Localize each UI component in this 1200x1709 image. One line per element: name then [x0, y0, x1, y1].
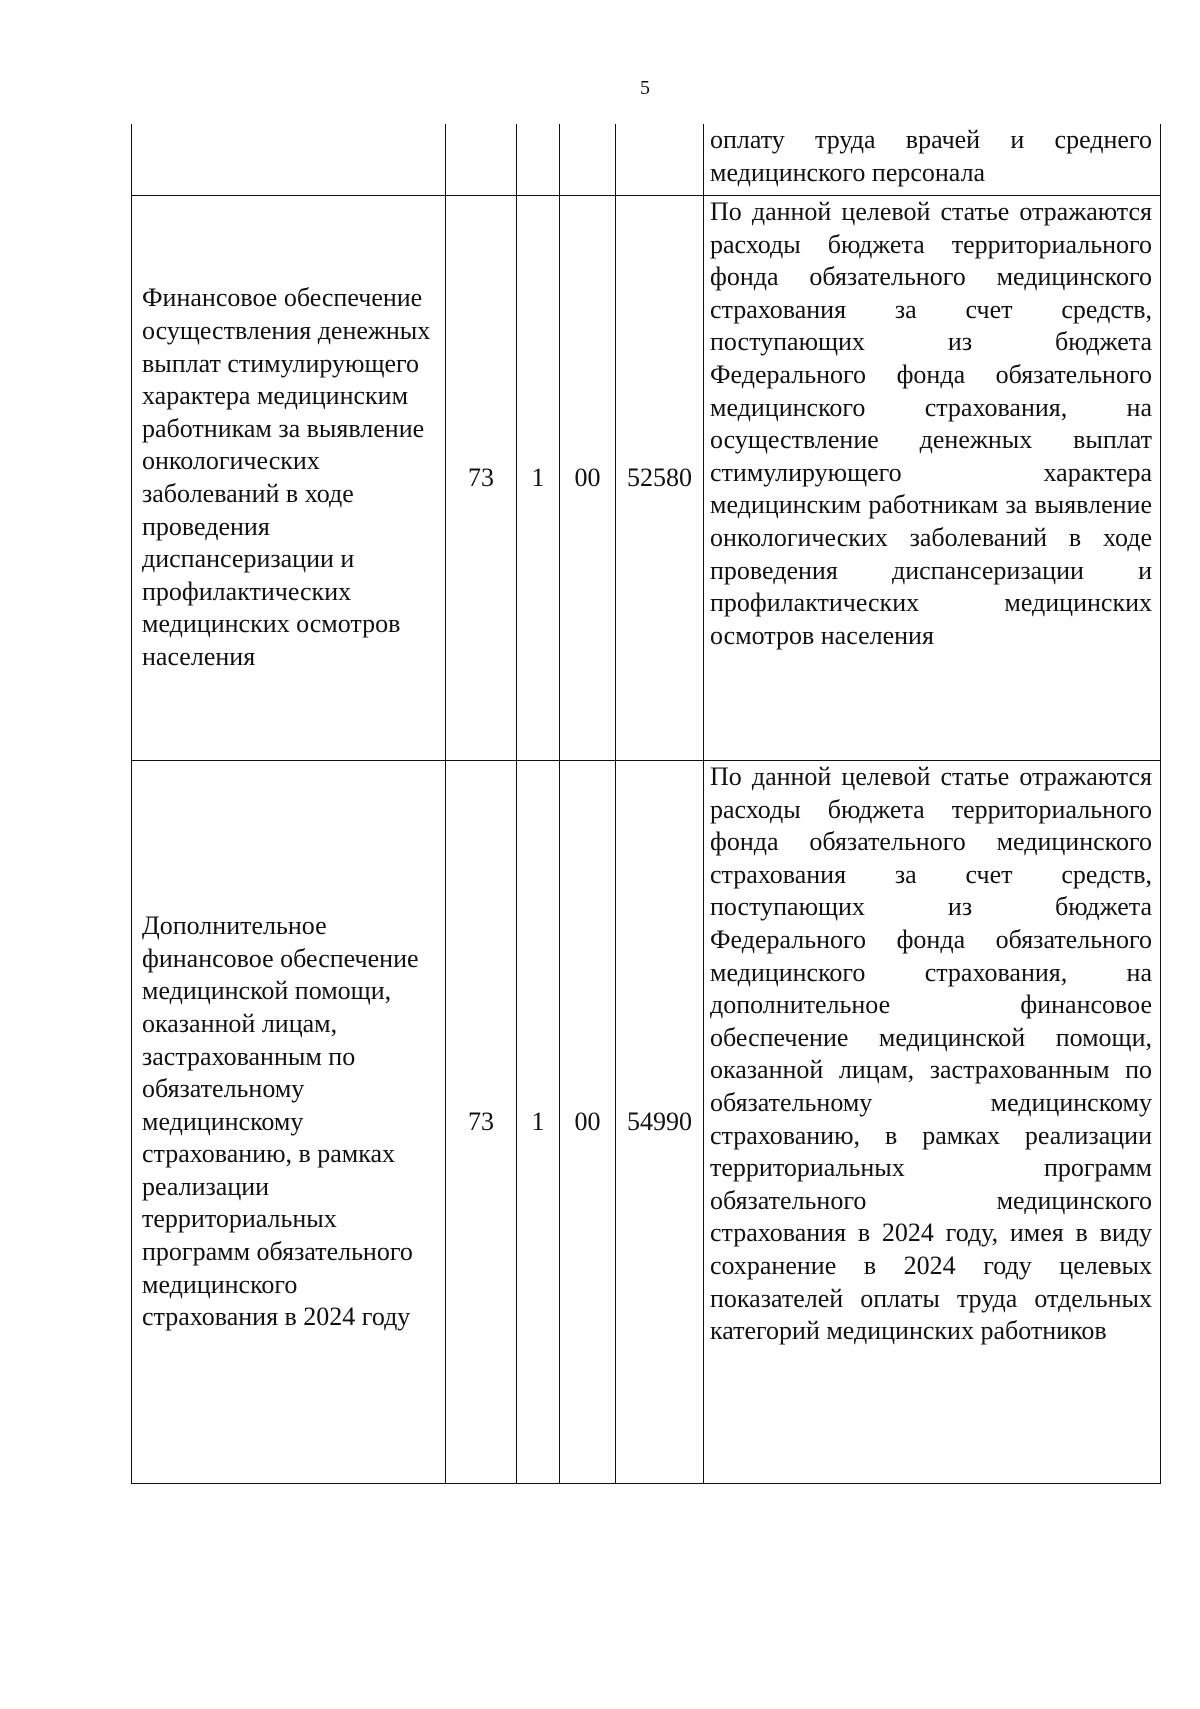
code-segment-c: 00	[560, 196, 616, 761]
code-segment-a: 73	[446, 761, 517, 1484]
code-segment-b: 1	[517, 761, 560, 1484]
code-segment-a: 73	[446, 196, 517, 761]
item-description-cell: По данной целевой статье отражаются расходы бюджета территориального фонда обязательного медицинского страхования за счет средств, поступающих из бюджета Федерального фонда обязательного медицинского страхования, на осуществление денежных выплат стимулирующего характера медицинским работникам за выявление онкологических заболеваний в ходе проведения диспансеризации и профилактических медицинских осмотров населения	[704, 196, 1161, 761]
code-segment-c: 00	[560, 761, 616, 1484]
table-row	[132, 124, 1161, 196]
code-segment-d: 54990	[616, 761, 704, 1484]
item-name-cell	[132, 124, 446, 196]
page-number: 5	[640, 77, 650, 99]
code-segment-c	[560, 124, 616, 196]
code-segment-d: 52580	[616, 196, 704, 761]
table-row	[132, 761, 1161, 1484]
code-segment-a	[446, 124, 517, 196]
code-segment-d	[616, 124, 704, 196]
budget-classification-table	[131, 124, 1161, 1484]
item-name-cell: Финансовое обеспечение осуществления денежных выплат стимулирующего характера медицинским работникам за выявление онкологических заболеваний в ходе проведения диспансеризации и профилактических медицинских осмотров населения	[132, 196, 446, 761]
item-description-cell: По данной целевой статье отражаются расходы бюджета территориального фонда обязательного медицинского страхования за счет средств, поступающих из бюджета Федерального фонда обязательного медицинского страхования, на дополнительное финансовое обеспечение медицинской помощи, оказанной лицам, застрахованным по обязательному медицинскому страхованию, в рамках реализации территориальных программ обязательного медицинского страхования в 2024 году, имея в виду сохранение в 2024 году целевых показателей оплаты труда отдельных категорий медицинских работников	[704, 761, 1161, 1484]
table-row	[132, 196, 1161, 761]
item-name-cell: Дополнительное финансовое обеспечение медицинской помощи, оказанной лицам, застрахованным по обязательному медицинскому страхованию, в рамках реализации территориальных программ обязательного медицинского страхования в 2024 году	[132, 761, 446, 1484]
item-description-cell: оплату труда врачей и среднего медицинского персонала	[704, 124, 1161, 196]
code-segment-b	[517, 124, 560, 196]
code-segment-b: 1	[517, 196, 560, 761]
